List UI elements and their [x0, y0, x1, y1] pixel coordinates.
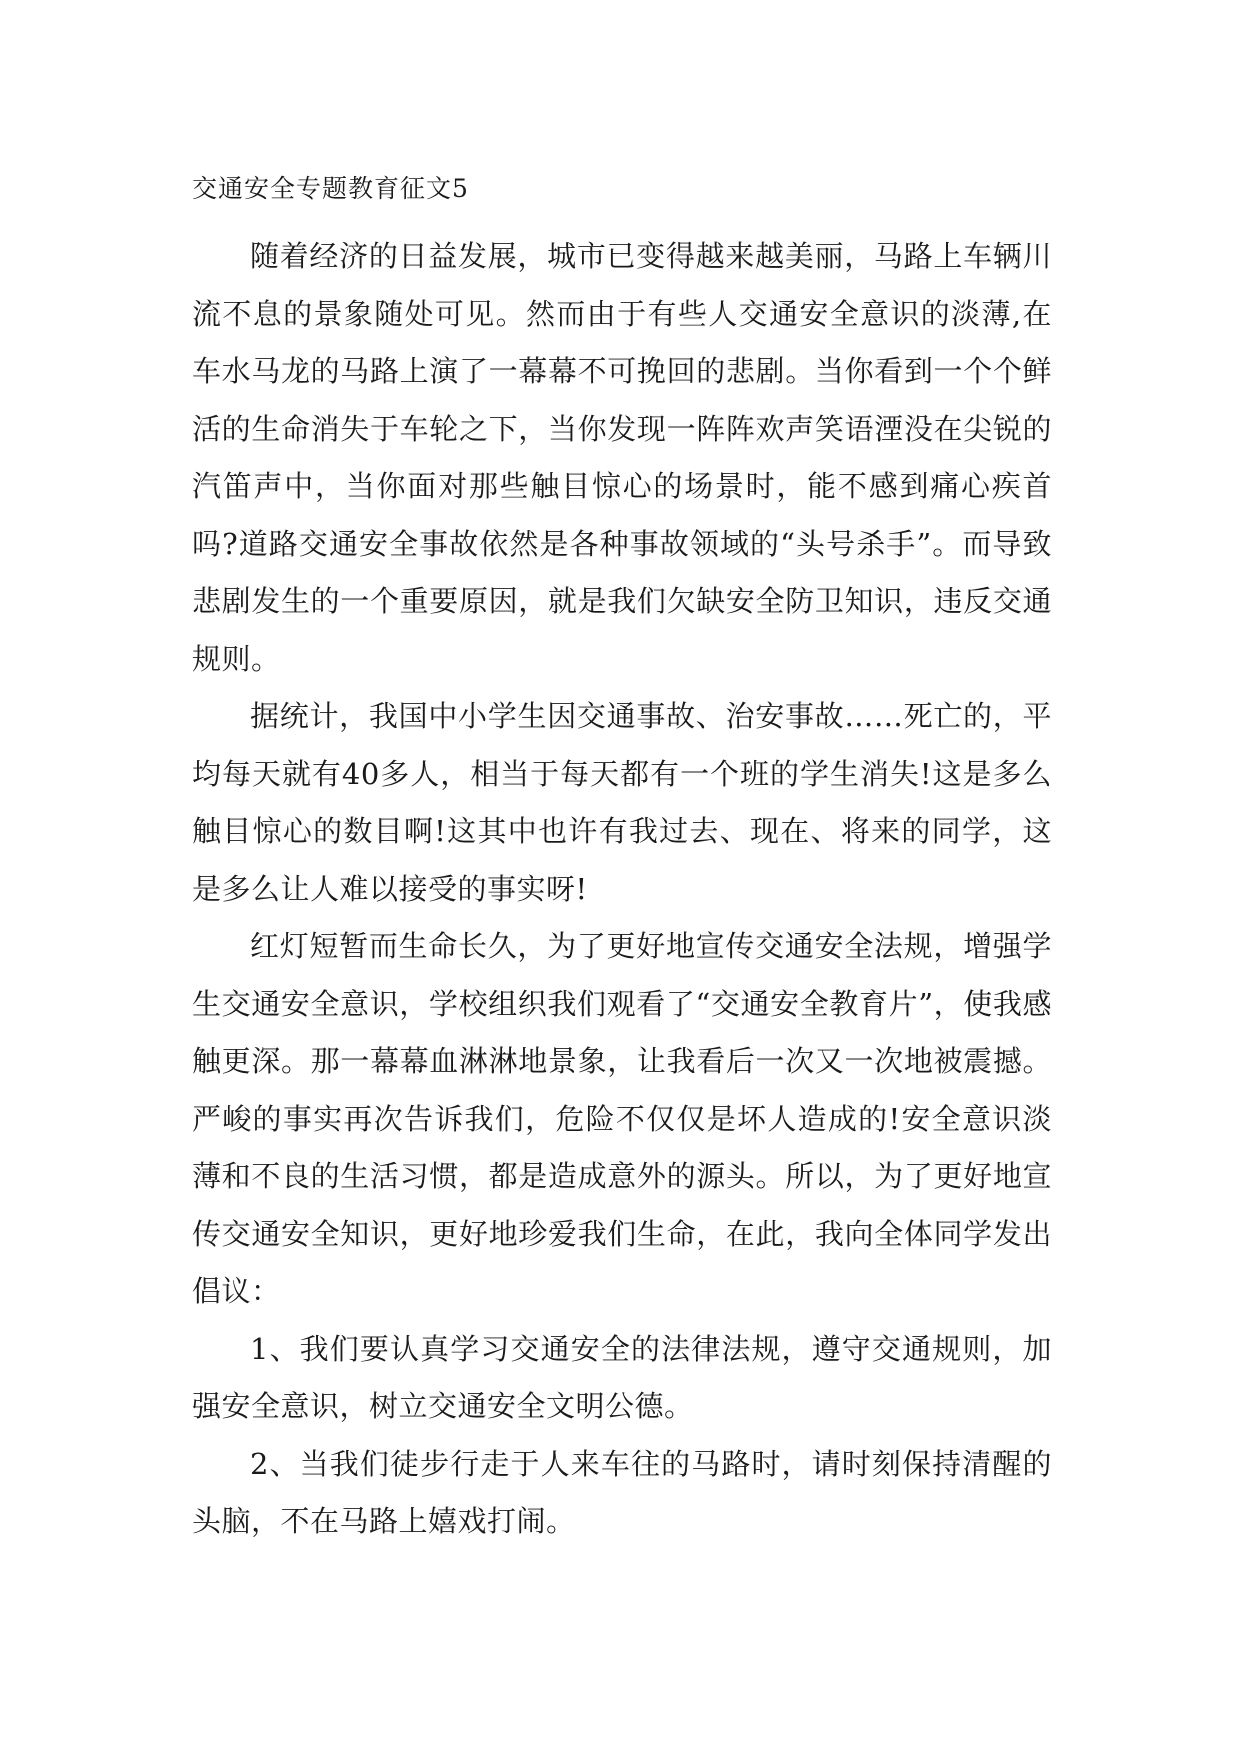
- paragraph-item-2: 2、当我们徒步行走于人来车往的马路时，请时刻保持清醒的头脑，不在马路上嬉戏打闹。: [192, 1446, 1052, 1538]
- document-body: [192, 166, 1052, 1551]
- document-title: 交通安全专题教育征文5: [192, 174, 469, 203]
- paragraph-intro: 随着经济的日益发展，城市已变得越来越美丽，马路上车辆川流不息的景象随处可见。然而由于有些人交通安全意识的淡薄,在车水马龙的马路上演了一幕幕不可挽回的悲剧。当你看到一个个鲜活的生命消失于车轮之下，当你发现一阵阵欢声笑语湮没在尖锐的汽笛声中，当你面对那些触目惊心的场景时，能不感到痛心疾首吗?道路交通安全事故依然是各种事故领域的“头号杀手”。而导致悲剧发生的一个重要原因，就是我们欠缺安全防卫知识，违反交通规则。: [192, 239, 1052, 676]
- paragraph-statistics: 据统计，我国中小学生因交通事故、治安事故……死亡的，平均每天就有40多人，相当于每天都有一个班的学生消失!这是多么触目惊心的数目啊!这其中也许有我过去、现在、将来的同学，这是多么让人难以接受的事实呀!: [192, 699, 1052, 906]
- paragraph-appeal: 红灯短暂而生命长久，为了更好地宣传交通安全法规，增强学生交通安全意识，学校组织我们观看了“交通安全教育片”，使我感触更深。那一幕幕血淋淋地景象，让我看后一次又一次地被震撼。严峻的事实再次告诉我们，危险不仅仅是坏人造成的!安全意识淡薄和不良的生活习惯，都是造成意外的源头。所以，为了更好地宣传交通安全知识，更好地珍爱我们生命，在此，我向全体同学发出倡议：: [192, 929, 1052, 1308]
- paragraph-item-1: 1、我们要认真学习交通安全的法律法规，遵守交通规则，加强安全意识，树立交通安全文明公德。: [192, 1331, 1052, 1423]
